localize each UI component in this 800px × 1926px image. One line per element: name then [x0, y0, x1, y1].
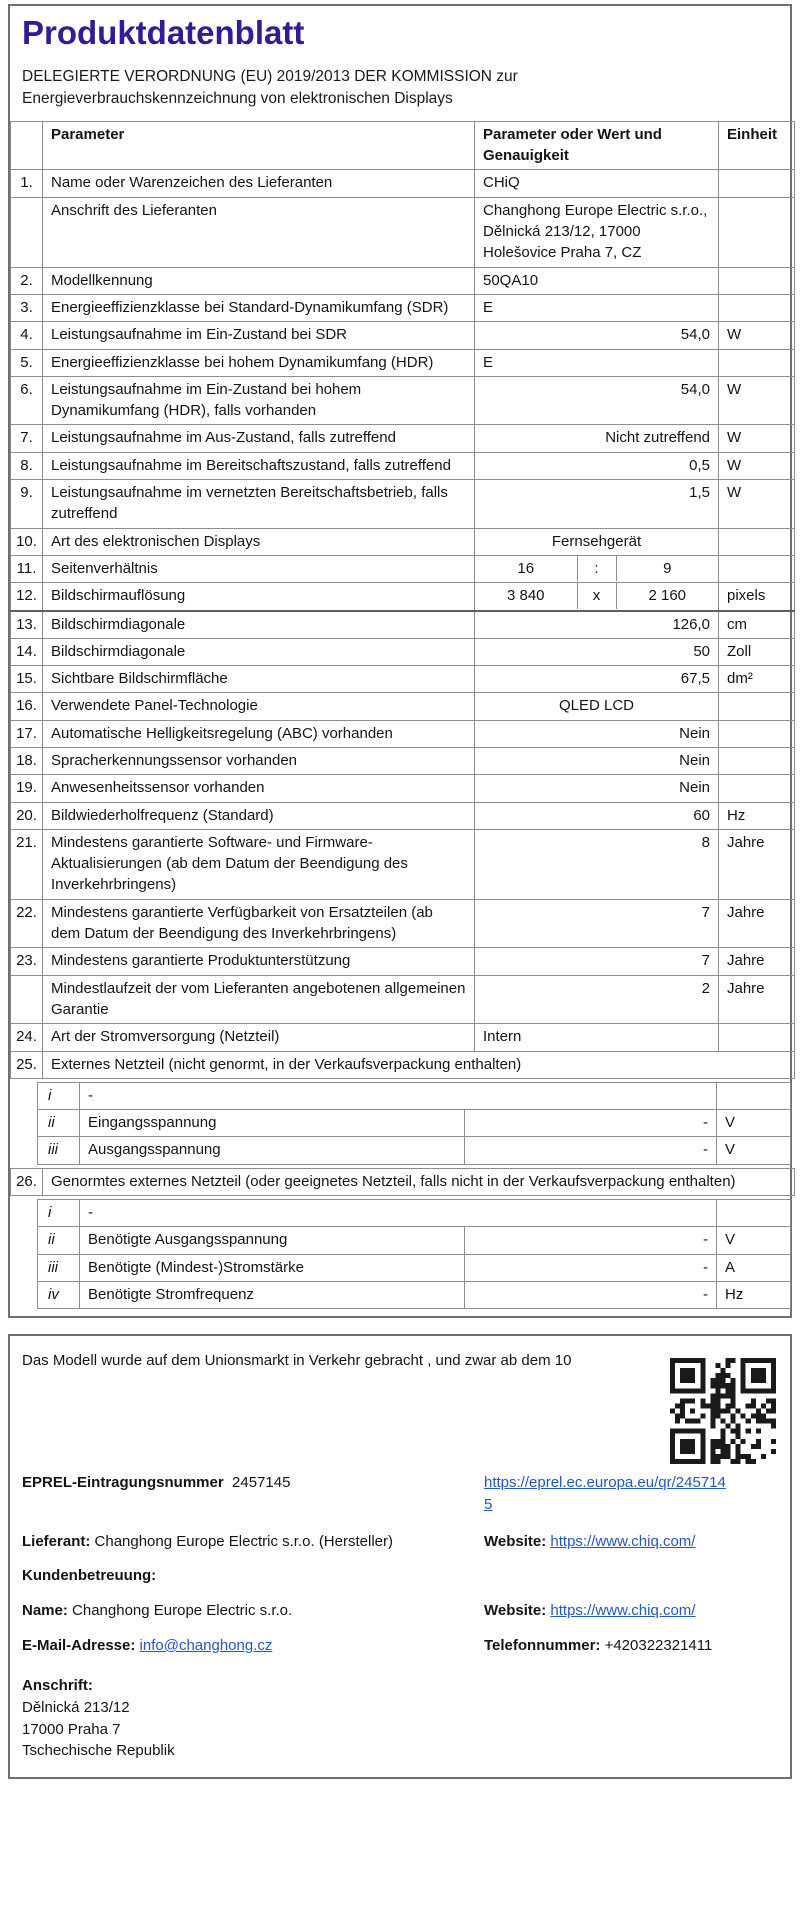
sub-row-numeral: ii — [38, 1110, 80, 1137]
qr-code-svg — [670, 1358, 776, 1464]
row-number: 2. — [11, 267, 43, 294]
website2-link[interactable]: https://www.chiq.com/ — [550, 1602, 696, 1620]
row-number: 15. — [11, 666, 43, 693]
supplier-info-box — [8, 1334, 792, 1779]
care-name-value: Changhong Europe Electric s.r.o. — [72, 1602, 293, 1620]
table-row — [11, 666, 795, 693]
row-unit: Hz — [719, 802, 795, 829]
table-row-section-26 — [11, 1168, 795, 1195]
row-unit: Jahre — [719, 948, 795, 975]
row-unit: pixels — [719, 583, 795, 611]
row-number — [11, 197, 43, 267]
resolution-height: 2 160 — [648, 587, 687, 605]
row-value: Intern — [475, 1024, 719, 1051]
table-row-aspect-ratio — [11, 555, 795, 582]
row-value: 8 — [475, 829, 719, 899]
table-row — [11, 197, 795, 267]
row-unit — [719, 267, 795, 294]
row-number: 19. — [11, 775, 43, 802]
row-value: 1,5 — [475, 480, 719, 529]
sub-row-unit: V — [717, 1227, 791, 1254]
row-parameter: Modellkennung — [43, 267, 475, 294]
table-row — [11, 480, 795, 529]
address-line: 17000 Praha 7 — [22, 1720, 121, 1738]
row-parameter: Sichtbare Bildschirmfläche — [43, 666, 475, 693]
sub-row-value: - — [465, 1227, 717, 1254]
row-number: 23. — [11, 948, 43, 975]
row-parameter: Leistungsaufnahme im Bereitschaftszustand, falls zutreffend — [43, 452, 475, 479]
eprel-label: EPREL-Eintragungsnummer — [22, 1474, 224, 1492]
row-value: Nein — [475, 775, 719, 802]
row-parameter: Leistungsaufnahme im vernetzten Bereitschaftsbetrieb, falls zutreffend — [43, 480, 475, 529]
row-number: 3. — [11, 294, 43, 321]
subtable-25-wrap — [10, 1079, 790, 1168]
row-parameter: Leistungsaufnahme im Ein-Zustand bei hohem Dynamikumfang (HDR), falls vorhanden — [43, 376, 475, 425]
row-value: 2 — [475, 975, 719, 1024]
sub-row-parameter: Eingangsspannung — [80, 1110, 465, 1137]
row-26-table — [10, 1168, 795, 1196]
row-number: 22. — [11, 899, 43, 948]
row-parameter: Leistungsaufnahme im Aus-Zustand, falls zutreffend — [43, 425, 475, 452]
regulation-subtitle-line2: Energieverbrauchskennzeichnung von elektronischen Displays — [22, 90, 453, 108]
row-unit — [719, 555, 795, 582]
sub-row-unit: A — [717, 1254, 791, 1281]
sub-row-parameter: Benötigte Ausgangsspannung — [80, 1227, 465, 1254]
address-label: Anschrift: — [22, 1677, 93, 1695]
table-row-section-25 — [11, 1051, 795, 1078]
row-parameter: Spracherkennungssensor vorhanden — [43, 748, 475, 775]
subtable-row — [38, 1254, 791, 1281]
sub-row-unit — [717, 1200, 791, 1227]
sub-row-unit: Hz — [717, 1281, 791, 1308]
market-placement-text: Das Modell wurde auf dem Unionsmarkt in Verkehr gebracht , und zwar ab dem 10 — [22, 1352, 572, 1370]
row-parameter: Automatische Helligkeitsregelung (ABC) vorhanden — [43, 720, 475, 747]
row-value: Changhong Europe Electric s.r.o., Dělnická 213/12, 17000 Holešovice Praha 7, CZ — [475, 197, 719, 267]
sub-row-numeral: iii — [38, 1254, 80, 1281]
table-header-row — [11, 121, 795, 170]
row-number: 7. — [11, 425, 43, 452]
table-row — [11, 425, 795, 452]
subtable-26-wrap — [10, 1196, 790, 1312]
row-number — [11, 975, 43, 1024]
customer-care-row — [22, 1565, 776, 1586]
header-parameter: Parameter — [43, 121, 475, 170]
row-parameter: Bildschirmauflösung — [43, 583, 475, 611]
sub-row-value: - — [465, 1254, 717, 1281]
row-unit — [719, 748, 795, 775]
website2-label: Website: — [484, 1602, 547, 1620]
header-unit: Einheit — [719, 121, 795, 170]
table-row — [11, 528, 795, 555]
row-number: 11. — [11, 555, 43, 582]
row-value: 67,5 — [475, 666, 719, 693]
row-unit: W — [719, 480, 795, 529]
row-unit — [719, 693, 795, 720]
sub-row-numeral: iii — [38, 1137, 80, 1164]
sub-row-numeral: iv — [38, 1281, 80, 1308]
regulation-subtitle — [22, 66, 778, 111]
email-phone-row — [22, 1635, 776, 1656]
table-row — [11, 1024, 795, 1051]
subtable-row — [38, 1082, 791, 1109]
address-line: Dělnická 213/12 — [22, 1698, 130, 1716]
row-parameter: Seitenverhältnis — [43, 555, 475, 582]
ratio-separator: : — [577, 556, 617, 581]
row-parameter: Mindestens garantierte Software- und Firmware-Aktualisierungen (ab dem Datum der Beendigung des Inverkehrbringens) — [43, 829, 475, 899]
row-unit: Jahre — [719, 829, 795, 899]
row-value: E — [475, 294, 719, 321]
row-value: 126,0 — [475, 611, 719, 639]
sub-row-value: - — [465, 1110, 717, 1137]
resolution-width: 3 840 — [506, 587, 545, 605]
row-number: 9. — [11, 480, 43, 529]
row-number: 25. — [11, 1051, 43, 1078]
subtable-25 — [37, 1082, 791, 1165]
row-unit — [719, 197, 795, 267]
subtable-row — [38, 1110, 791, 1137]
header-value: Parameter oder Wert und Genauigkeit — [475, 121, 719, 170]
row-parameter: Bildwiederholfrequenz (Standard) — [43, 802, 475, 829]
subtable-row — [38, 1137, 791, 1164]
row-number: 13. — [11, 611, 43, 639]
row-parameter: Art des elektronischen Displays — [43, 528, 475, 555]
row-parameter: Bildschirmdiagonale — [43, 638, 475, 665]
website-link[interactable]: https://www.chiq.com/ — [550, 1532, 696, 1550]
row-number: 1. — [11, 170, 43, 197]
table-row — [11, 267, 795, 294]
sub-row-parameter: - — [80, 1200, 717, 1227]
table-row — [11, 802, 795, 829]
table-row — [11, 611, 795, 639]
row-unit — [719, 528, 795, 555]
row-number: 21. — [11, 829, 43, 899]
table-row — [11, 638, 795, 665]
row-parameter: Energieeffizienzklasse bei Standard-Dynamikumfang (SDR) — [43, 294, 475, 321]
eprel-row — [22, 1472, 776, 1515]
sub-row-unit: V — [717, 1137, 791, 1164]
subtable-row — [38, 1227, 791, 1254]
table-row — [11, 748, 795, 775]
row-unit: W — [719, 452, 795, 479]
table-row — [11, 829, 795, 899]
row-value — [475, 555, 719, 582]
row-parameter: Name oder Warenzeichen des Lieferanten — [43, 170, 475, 197]
sub-row-parameter: Benötigte (Mindest-)Stromstärke — [80, 1254, 465, 1281]
row-value — [475, 583, 719, 611]
eprel-number — [22, 1472, 484, 1493]
row-number: 5. — [11, 349, 43, 376]
row-unit: W — [719, 376, 795, 425]
row-number: 20. — [11, 802, 43, 829]
row-parameter: Anwesenheitssensor vorhanden — [43, 775, 475, 802]
regulation-subtitle-line1: DELEGIERTE VERORDNUNG (EU) 2019/2013 DER KOMMISSION zur — [22, 67, 518, 85]
sub-row-value: - — [465, 1281, 717, 1308]
row-unit — [719, 349, 795, 376]
row-value: Nein — [475, 720, 719, 747]
row-value: 54,0 — [475, 376, 719, 425]
row-parameter-span: Genormtes externes Netzteil (oder geeignetes Netzteil, falls nicht in der Verkaufsverpackung enthalten) — [43, 1168, 795, 1195]
row-parameter: Energieeffizienzklasse bei hohem Dynamikumfang (HDR) — [43, 349, 475, 376]
row-unit: Jahre — [719, 975, 795, 1024]
row-value: 50 — [475, 638, 719, 665]
supplier-value: Changhong Europe Electric s.r.o. (Hersteller) — [94, 1532, 393, 1550]
row-number: 6. — [11, 376, 43, 425]
table-row — [11, 452, 795, 479]
row-number: 14. — [11, 638, 43, 665]
row-number: 10. — [11, 528, 43, 555]
row-unit: dm² — [719, 666, 795, 693]
table-row — [11, 376, 795, 425]
care-name-label: Name: — [22, 1602, 68, 1620]
sub-row-parameter: Benötigte Stromfrequenz — [80, 1281, 465, 1308]
table-row-resolution — [11, 583, 795, 611]
row-number: 16. — [11, 693, 43, 720]
row-parameter-span: Externes Netzteil (nicht genormt, in der Verkaufsverpackung enthalten) — [43, 1051, 795, 1078]
row-parameter: Mindestens garantierte Verfügbarkeit von Ersatzteilen (ab dem Datum der Beendigung des Inverkehrbringens) — [43, 899, 475, 948]
row-value: 7 — [475, 899, 719, 948]
table-row — [11, 899, 795, 948]
row-value: Fernsehgerät — [475, 528, 719, 555]
sub-row-numeral: i — [38, 1082, 80, 1109]
website-label: Website: — [484, 1532, 547, 1550]
sub-row-value: - — [465, 1137, 717, 1164]
row-value: QLED LCD — [475, 693, 719, 720]
sub-row-parameter: - — [80, 1082, 717, 1109]
table-row — [11, 775, 795, 802]
row-value: Nein — [475, 748, 719, 775]
qr-code — [670, 1358, 776, 1464]
sub-row-unit — [717, 1082, 791, 1109]
care-name-row — [22, 1600, 776, 1621]
row-value: 54,0 — [475, 322, 719, 349]
page-title: Produktdatenblatt — [22, 14, 305, 51]
subtable-26 — [37, 1199, 791, 1309]
eprel-value: 2457145 — [232, 1474, 291, 1492]
row-unit — [719, 294, 795, 321]
ratio-left: 16 — [517, 559, 535, 577]
eprel-link[interactable]: https://eprel.ec.europa.eu/qr/2457145 — [484, 1474, 726, 1513]
row-unit: W — [719, 322, 795, 349]
ratio-right: 9 — [663, 559, 672, 577]
row-value: 60 — [475, 802, 719, 829]
supplier-row — [22, 1531, 776, 1552]
row-number: 4. — [11, 322, 43, 349]
supplier-label: Lieferant: — [22, 1532, 91, 1550]
datasheet-box — [8, 4, 792, 1318]
row-parameter: Anschrift des Lieferanten — [43, 197, 475, 267]
sub-row-unit: V — [717, 1110, 791, 1137]
table-row — [11, 693, 795, 720]
row-number: 26. — [11, 1168, 43, 1195]
address-line: Tschechische Republik — [22, 1742, 175, 1760]
row-value: 50QA10 — [475, 267, 719, 294]
row-parameter: Verwendete Panel-Technologie — [43, 693, 475, 720]
sub-row-numeral: ii — [38, 1227, 80, 1254]
document-header — [10, 6, 790, 121]
table-row — [11, 948, 795, 975]
parameter-table — [10, 121, 795, 1079]
resolution-separator: x — [577, 583, 617, 608]
row-number: 18. — [11, 748, 43, 775]
customer-care-label: Kundenbetreuung: — [22, 1567, 157, 1585]
row-parameter: Bildschirmdiagonale — [43, 611, 475, 639]
row-value: 0,5 — [475, 452, 719, 479]
table-row — [11, 170, 795, 197]
email-label: E-Mail-Adresse: — [22, 1636, 136, 1654]
row-parameter: Art der Stromversorgung (Netzteil) — [43, 1024, 475, 1051]
row-unit: Jahre — [719, 899, 795, 948]
row-value: 7 — [475, 948, 719, 975]
row-parameter: Leistungsaufnahme im Ein-Zustand bei SDR — [43, 322, 475, 349]
row-unit — [719, 1024, 795, 1051]
row-unit — [719, 775, 795, 802]
phone-label: Telefonnummer: — [484, 1636, 601, 1654]
subtable-row — [38, 1281, 791, 1308]
row-parameter: Mindestlaufzeit der vom Lieferanten angebotenen allgemeinen Garantie — [43, 975, 475, 1024]
row-unit — [719, 170, 795, 197]
table-row — [11, 322, 795, 349]
sub-row-parameter: Ausgangsspannung — [80, 1137, 465, 1164]
table-row — [11, 349, 795, 376]
row-number: 24. — [11, 1024, 43, 1051]
sub-row-numeral: i — [38, 1200, 80, 1227]
row-value: E — [475, 349, 719, 376]
header-number — [11, 121, 43, 170]
email-link[interactable]: info@changhong.cz — [139, 1636, 273, 1654]
subtable-row — [38, 1200, 791, 1227]
row-value: CHiQ — [475, 170, 719, 197]
row-value: Nicht zutreffend — [475, 425, 719, 452]
table-row — [11, 975, 795, 1024]
row-unit — [719, 720, 795, 747]
address-block — [22, 1675, 776, 1762]
table-row — [11, 720, 795, 747]
table-row — [11, 294, 795, 321]
phone-value: +420322321411 — [604, 1636, 713, 1654]
row-unit: cm — [719, 611, 795, 639]
row-number: 12. — [11, 583, 43, 611]
row-parameter: Mindestens garantierte Produktunterstützung — [43, 948, 475, 975]
row-number: 17. — [11, 720, 43, 747]
row-number: 8. — [11, 452, 43, 479]
row-unit: Zoll — [719, 638, 795, 665]
row-unit: W — [719, 425, 795, 452]
